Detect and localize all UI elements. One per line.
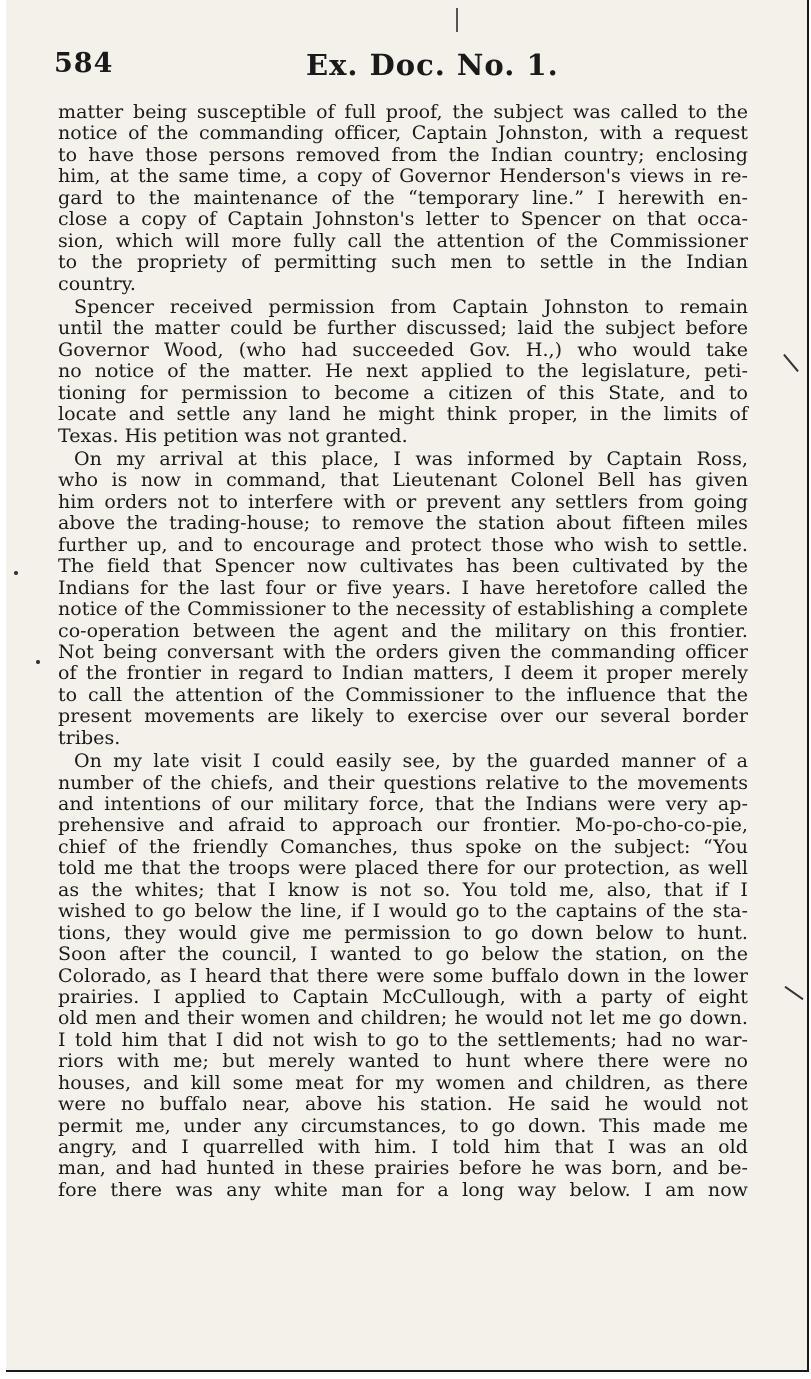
text-line: riors with me; but merely wanted to hunt where there were no — [58, 1050, 748, 1073]
text-line: tions, they would give me permission to go down below to hunt. — [58, 921, 748, 944]
text-line: fore there was any white man for a long way below. I am now — [58, 1178, 748, 1201]
text-line: as the whites; that I know is not so. You told me, also, that if I — [58, 878, 748, 901]
text-line: matter being susceptible of full proof, the subject was called to the — [58, 101, 748, 123]
text-line: further up, and to encourage and protect those who wish to settle. — [58, 533, 748, 556]
paragraph-3 — [58, 449, 748, 749]
text-line: close a copy of Captain Johnston's letter to Spencer on that occa- — [58, 208, 748, 231]
margin-dot — [36, 660, 40, 664]
page-header — [54, 44, 754, 90]
text-line: to have those persons removed from the Indian country; enclosing — [58, 143, 748, 166]
text-line: present movements are likely to exercise over our several border — [58, 705, 748, 728]
text-line: Colorado, as I heard that there were some buffalo down in the lower — [58, 964, 748, 987]
text-line: no notice of the matter. He next applied to the legislature, peti- — [58, 360, 748, 383]
text-line: told me that the troops were placed there for our protection, as well — [58, 857, 748, 880]
paragraph-1 — [58, 102, 748, 295]
text-line: country. — [58, 272, 136, 295]
text-line: Texas. His petition was not granted. — [58, 424, 408, 447]
text-line: tribes. — [58, 726, 121, 749]
text-line: him, at the same time, a copy of Governor Henderson's views in re- — [58, 165, 748, 188]
text-line: were no buffalo near, above his station. He said he would not — [58, 1093, 748, 1116]
text-line: number of the chiefs, and their questions relative to the movements — [58, 771, 748, 794]
text-line: angry, and I quarrelled with him. I told him that I was an old — [58, 1136, 748, 1158]
text-line: On my arrival at this place, I was informed by Captain Ross, — [74, 448, 748, 470]
text-line: Not being conversant with the orders given the commanding officer — [58, 640, 748, 663]
text-line: gard to the maintenance of the “temporary line.” I herewith en- — [58, 186, 748, 209]
text-line: notice of the commanding officer, Captain Johnston, with a request — [58, 122, 748, 145]
text-line: locate and settle any land he might think proper, in the limits of — [58, 403, 748, 426]
text-line: and intentions of our military force, that the Indians were very ap- — [58, 793, 748, 815]
paragraph-2 — [58, 297, 748, 447]
text-line: above the trading-house; to remove the station about fifteen miles — [58, 512, 748, 535]
text-line: Spencer received permission from Captain Johnston to remain — [74, 295, 748, 318]
text-line: old men and their women and children; he would not let me go down. — [58, 1007, 748, 1030]
text-line: tioning for permission to become a citizen of this State, and to — [58, 381, 748, 404]
paragraph-4 — [58, 751, 748, 1201]
scan-artifact-tick — [456, 8, 458, 32]
text-line: who is now in command, that Lieutenant Colonel Bell has given — [58, 469, 748, 492]
margin-dot — [14, 571, 18, 575]
text-line: to call the attention of the Commissioner to the influence that the — [58, 683, 748, 706]
text-line: Governor Wood, (who had succeeded Gov. H.,) who would take — [58, 338, 748, 361]
text-line: wished to go below the line, if I would go to the captains of the sta- — [58, 900, 748, 923]
text-line: On my late visit I could easily see, by the guarded manner of a — [74, 750, 748, 773]
text-line: houses, and kill some meat for my women and children, as there — [58, 1071, 748, 1094]
text-line: The field that Spencer now cultivates has been cultivated by the — [58, 555, 748, 578]
text-line: sion, which will more fully call the attention of the Commissioner — [58, 229, 748, 252]
text-line: to the propriety of permitting such men to settle in the Indian — [58, 251, 748, 274]
text-line: of the frontier in regard to Indian matters, I deem it proper merely — [58, 662, 748, 685]
text-line: I told him that I did not wish to go to the settlements; had no war- — [58, 1028, 748, 1051]
text-line: chief of the friendly Comanches, thus spoke on the subject: “You — [58, 835, 748, 858]
text-line: until the matter could be further discussed; laid the subject before — [58, 317, 748, 340]
text-line: permit me, under any circumstances, to go down. This made me — [58, 1114, 748, 1137]
running-title: Ex. Doc. No. 1. — [306, 48, 559, 82]
text-line: notice of the Commissioner to the necessity of establishing a complete — [58, 598, 748, 621]
text-line: Indians for the last four or five years. I have heretofore called the — [58, 576, 748, 599]
text-line: co-operation between the agent and the military on this frontier. — [58, 619, 748, 642]
text-line: man, and had hunted in these prairies before he was born, and be- — [58, 1157, 748, 1180]
text-line: Soon after the council, I wanted to go below the station, on the — [58, 943, 748, 966]
text-line: prairies. I applied to Captain McCullough, with a party of eight — [58, 985, 748, 1008]
text-line: prehensive and afraid to approach our frontier. Mo-po-cho-co-pie, — [58, 814, 748, 837]
body-text — [58, 102, 748, 1201]
text-line: him orders not to interfere with or prevent any settlers from going — [58, 490, 748, 513]
page-number: 584 — [54, 48, 114, 79]
